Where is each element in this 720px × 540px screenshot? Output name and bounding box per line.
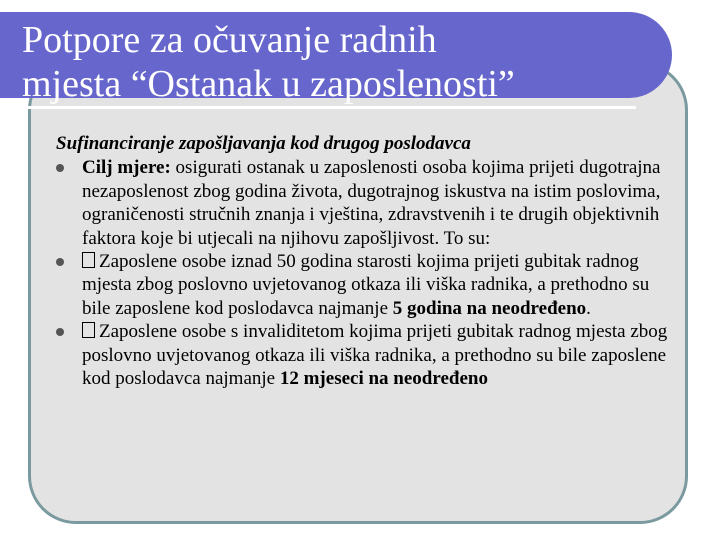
missing-glyph-box-icon [82,252,95,268]
disability-emphasis: 12 mjeseci na neodređeno [279,368,488,390]
goal-lead: Cilj mjere: [82,157,171,179]
over-50-text: Zaposlene osobe iznad 50 godina starosti kojima prijeti gubitak radnog mjesta zbog poslovno uvjetovanog otkaza ili viška radnika, a prethodno su bile zaposlene kod poslodavca najmanje [82,251,650,319]
bullet-list [56,156,668,390]
goal-text: osigurati ostanak u zaposlenosti osoba kojima prijeti dugotrajna nezaposlenost zbog godina života, dugotrajnog iskustva na istim poslovima, ograničenosti stručnih znanja i vještina, zdravstvenih i te drugih objektivnih faktora koje bi utjecali na njihovu zapošljivost. To su: [82,157,661,249]
title-underline [0,106,636,109]
disability-text: Zaposlene osobe s invaliditetom kojima prijeti gubitak radnog mjesta zbog poslovno uvjetovanog otkaza ili viška radnika, a prethodno su bile zaposlene kod poslodavca najmanje [82,321,668,390]
slide-title [22,18,662,106]
bullet-icon [56,258,64,266]
bullet-icon [56,164,64,172]
bullet-icon [56,328,64,336]
over-50-tail: . [586,297,591,319]
title-line-1: Potpore za očuvanje radnih [22,19,437,61]
title-line-2: mjesta “Ostanak u zaposlenosti” [22,63,515,105]
slide-content [56,132,668,390]
title-bar [0,12,672,105]
bullet-item-over-50 [56,250,668,320]
missing-glyph-box-icon [82,322,95,338]
bullet-item-disability [56,320,668,390]
bullet-item-goal [56,156,668,250]
over-50-emphasis: 5 godina na neodređeno [392,297,587,319]
slide-subtitle: Sufinanciranje zapošljavanja kod drugog poslodavca [56,133,471,154]
